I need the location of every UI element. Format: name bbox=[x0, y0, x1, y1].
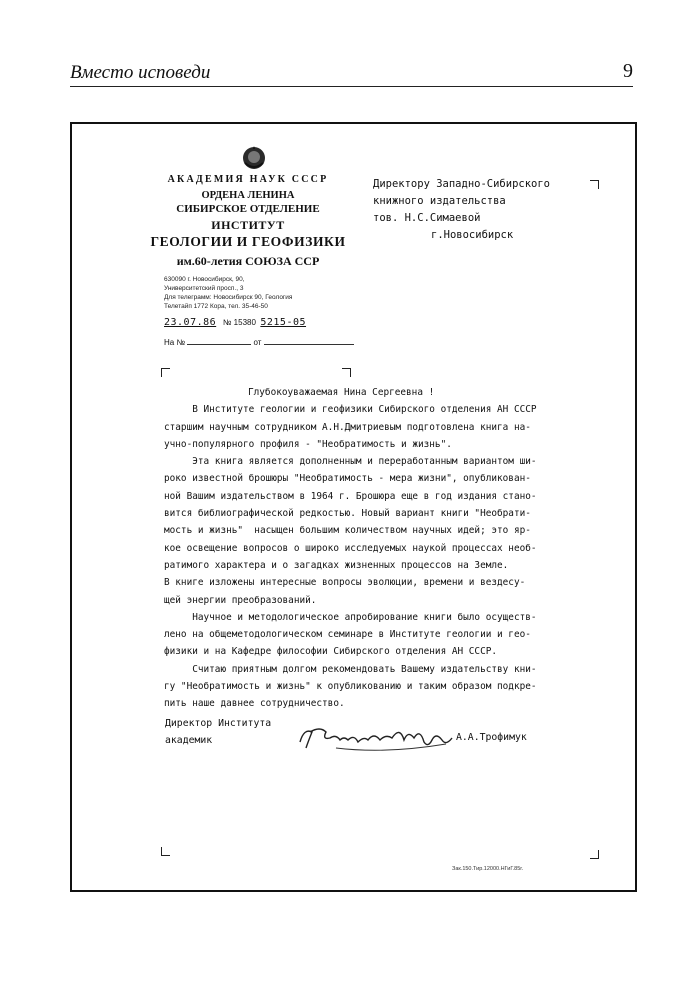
letter-line: мость и жизнь" насыщен большим количеством научных идей; это яр- bbox=[164, 525, 531, 537]
running-header bbox=[70, 60, 633, 87]
address-line: Телетайп 1772 Кора, тел. 35-46-50 bbox=[164, 303, 268, 310]
letter-line: вится библиографической редкостью. Новый вариант книги "Необрати- bbox=[164, 508, 531, 520]
letter-line: пить наше давнее сотрудничество. bbox=[164, 698, 345, 710]
corner-mark bbox=[342, 368, 351, 377]
handwritten-signature bbox=[296, 718, 461, 758]
corner-mark bbox=[590, 180, 599, 189]
registration-date: 23.07.86 bbox=[164, 317, 217, 328]
letter-line: учно-популярного профиля - "Необратимость и жизнь". bbox=[164, 438, 452, 450]
reference-line bbox=[164, 336, 354, 347]
reference-na-label: На № bbox=[164, 338, 186, 347]
letter-line: щей энергии преобразований. bbox=[164, 594, 317, 606]
address-line: 630090 г. Новосибирск, 90, bbox=[164, 276, 245, 283]
printer-footnote: Зак.150.Тир.12000.НГиГ.85г. bbox=[452, 866, 524, 872]
letterhead-institute-name: ГЕОЛОГИИ И ГЕОФИЗИКИ bbox=[150, 234, 346, 249]
registration-number: 15380 bbox=[233, 318, 256, 327]
letter-line: Научное и методологическое апробирование книги было осуществ- bbox=[164, 611, 537, 623]
signer-name: А.А.Трофимук bbox=[456, 732, 527, 743]
addressee-block bbox=[373, 176, 550, 244]
corner-mark bbox=[161, 847, 170, 856]
letterhead-address bbox=[164, 275, 292, 311]
letter-line: Считаю приятным долгом рекомендовать Вашему издательству кни- bbox=[164, 663, 537, 675]
letter-line: кое освещение вопросов о широко исследуемых наукой процессах необ- bbox=[164, 542, 537, 554]
letterhead-division: СИБИРСКОЕ ОТДЕЛЕНИЕ bbox=[176, 203, 320, 215]
letter-line: ной Вашим издательством в 1964 г. Брошюра еще в год издания стано- bbox=[164, 490, 537, 502]
letter-body bbox=[164, 384, 604, 713]
reference-ot-label: от bbox=[253, 338, 262, 347]
page-number: 9 bbox=[623, 60, 633, 82]
letter-line: В книге изложены интересные вопросы эволюции, времени и вездесу- bbox=[164, 577, 526, 589]
letter-line: ратимого характера и о загадках жизненных процессов на Земле. bbox=[164, 559, 509, 571]
address-line: Университетский просп., 3 bbox=[164, 285, 244, 292]
letterhead-institute: ИНСТИТУТ bbox=[211, 218, 285, 232]
letter-line: лено на общеметодологическом семинаре в Институте геологии и гео- bbox=[164, 629, 531, 641]
registration-line bbox=[164, 317, 306, 328]
reference-date-blank bbox=[264, 336, 354, 345]
addressee-line: тов. Н.С.Симаевой bbox=[373, 212, 481, 224]
letter-line: гу "Необратимость и жизнь" к опубликованию и таким образом подкре- bbox=[164, 681, 537, 693]
reference-number-blank bbox=[187, 336, 251, 345]
address-line: Для телеграмм: Новосибирск 90, Геология bbox=[164, 294, 293, 301]
signer-title bbox=[165, 715, 271, 749]
letter-line: В Институте геологии и геофизики Сибирского отделения АН СССР bbox=[164, 404, 537, 416]
running-title: Вместо исповеди bbox=[70, 62, 211, 83]
letter-line: старшим научным сотрудником А.Н.Дмитриевым подготовлена книга на- bbox=[164, 421, 531, 433]
corner-mark bbox=[161, 368, 170, 377]
letter-line: физики и на Кафедре философии Сибирского отделения АН СССР. bbox=[164, 646, 498, 658]
registration-no-label: № bbox=[222, 318, 232, 327]
registration-number-handwritten: 5215-05 bbox=[260, 317, 307, 328]
signer-position: Директор Института bbox=[165, 718, 272, 729]
letterhead-named-after: им.60-летия СОЮЗА ССР bbox=[176, 254, 320, 268]
letter-salutation: Глубокоуважаемая Нина Сергеевна ! bbox=[248, 387, 435, 398]
signer-rank: академик bbox=[165, 735, 213, 746]
addressee-line: г.Новосибирск bbox=[431, 229, 514, 241]
addressee-line: книжного издательства bbox=[373, 195, 506, 207]
letterhead-academy: АКАДЕМИЯ НАУК СССР bbox=[167, 174, 329, 185]
letterhead-order: ОРДЕНА ЛЕНИНА bbox=[201, 190, 295, 201]
letter-line: Эта книга является дополненным и переработанным вариантом ши- bbox=[164, 456, 537, 468]
corner-mark bbox=[590, 850, 599, 859]
ussr-emblem-icon bbox=[241, 145, 267, 171]
addressee-line: Директору Западно-Сибирского bbox=[373, 178, 551, 190]
letter-line: роко известной брошюры "Необратимость - мера жизни", опубликован- bbox=[164, 473, 531, 485]
